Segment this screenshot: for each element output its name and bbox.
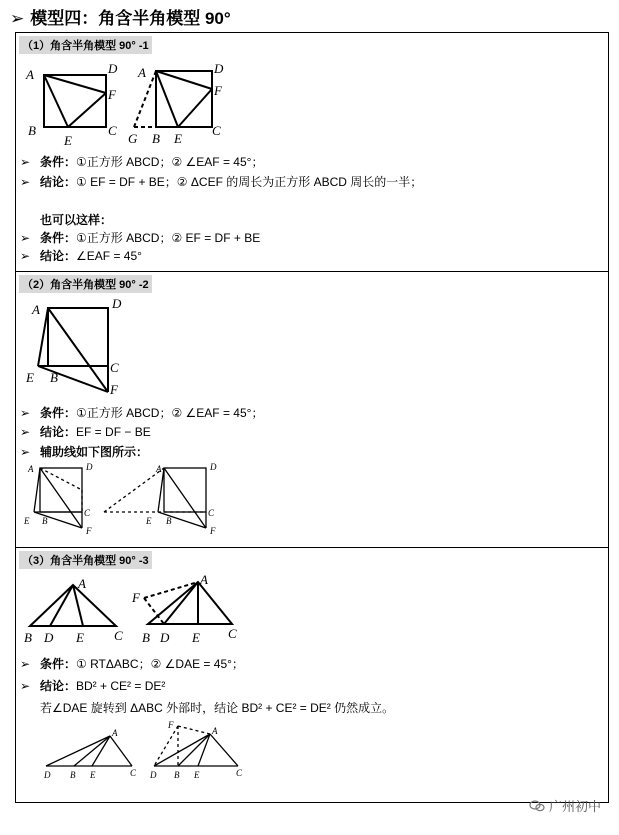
s1f1-label-B: B [28,123,36,138]
bullet-icon: ➢ [20,425,31,439]
s3s2-label-E: E [194,770,200,780]
watermark-text: 广州初中 [548,799,601,814]
s3-cond-text: ① RTΔABC；② ∠DAE = 45°； [76,657,244,671]
s2-label-B: B [50,370,58,385]
section-1-figures [16,33,256,153]
s3s1-label-E: E [90,770,96,780]
s3f2-label-F: F [132,590,140,605]
s1-cond-label: 条件： [40,155,77,169]
s2a2-label-F: F [210,526,216,536]
s1-alt-cond-label: 条件： [40,231,77,245]
s1f1-label-E: E [64,133,72,148]
s1-alt-conclusion [20,247,142,264]
s2a2-label-D: D [210,462,217,472]
s3s1-label-B: B [70,770,76,780]
s1f1-label-D: D [108,61,118,76]
wechat-icon [529,799,549,814]
section-3-header: （3）角含半角模型 90° -3 [19,551,152,569]
s3s2-label-B: B [174,770,180,780]
s2-cond-text: ①正方形 ABCD；② ∠EAF = 45°； [76,406,264,420]
s3s2-label-C: C [236,768,243,778]
s3-conclusion [20,677,165,694]
s2a1-label-B: B [42,516,48,526]
bullet-icon: ➢ [20,155,31,169]
s2a1-label-E: E [24,516,30,526]
s2-label-F: F [110,382,118,397]
section-1 [15,32,609,272]
s3f2-label-B: B [142,630,150,645]
s1f2-label-A: A [138,65,146,80]
s1-concl-label: 结论： [40,175,77,189]
s2-concl-text: EF = DF − BE [76,425,151,439]
s3-concl-label: 结论： [40,679,77,693]
s1f1-label-A: A [26,67,34,82]
s2-concl-label: 结论： [40,425,77,439]
s3f1-label-A: A [78,576,86,591]
s3s2-label-D: D [150,770,157,780]
s3f2-label-C: C [228,626,237,641]
bullet-icon: ➢ [20,175,31,189]
s1-figure-1 [44,75,106,127]
s1f1-label-C: C [108,123,117,138]
s2-cond-label: 条件： [40,406,77,420]
s1f2-label-G: G [128,131,138,146]
s1f2-label-B: B [152,131,160,146]
watermark [529,796,601,815]
s2a2-label-C: C [208,508,215,518]
section-2-aux-figures [16,460,246,542]
s2-aux-label: 辅助线如下图所示： [40,445,149,459]
s2-condition [20,404,263,421]
s2-label-E: E [26,370,34,385]
s3s1-label-D: D [44,770,51,780]
s2a2-label-A: A [156,464,162,474]
section-1-header: （1）角含半角模型 90° -1 [19,36,152,54]
s3s2-label-F: F [168,720,174,730]
s1f2-label-D: D [214,61,224,76]
s3f1-label-D: D [44,630,54,645]
s1f2-label-C: C [212,123,221,138]
page-title [10,4,231,29]
s2-conclusion [20,423,151,440]
s3-cond-label: 条件： [40,657,77,671]
s2a2-label-B: B [166,516,172,526]
s1f1-label-F: F [108,87,116,102]
s1-concl-text: ① EF = DF + BE；② ΔCEF 的周长为正方形 ABCD 周长的一半； [76,175,423,189]
bullet-icon: ➢ [20,445,31,459]
s3f1-label-B: B [24,630,32,645]
s2a1-label-D: D [86,462,93,472]
s1-alt-condition [20,229,260,246]
s1-alt-concl-text: ∠EAF = 45° [76,249,142,263]
s3f1-label-C: C [114,628,123,643]
s2-aux [20,443,148,460]
s1f2-label-F: F [214,83,222,98]
section-2-header: （2）角含半角模型 90° -2 [19,275,152,293]
s3s1-label-A: A [112,728,118,738]
s2-label-A: A [32,302,40,317]
s3f1-label-E: E [76,630,84,645]
s1f2-label-E: E [174,131,182,146]
section-3 [15,547,609,803]
bullet-icon: ➢ [20,679,31,693]
s3-concl-text: BD² + CE² = DE² [76,679,166,693]
bullet-icon: ➢ [20,657,31,671]
s2a2-label-E: E [146,516,152,526]
s3f2-label-D: D [160,630,170,645]
bullet-icon: ➢ [20,406,31,420]
section-3-small-figures [16,720,256,782]
title-text: 模型四：角含半角模型 90° [30,9,231,28]
s2a1-label-A: A [28,464,34,474]
s1-condition [20,153,263,170]
section-2-main-figure [16,272,156,402]
title-arrow-icon: ➢ [10,9,25,28]
bullet-icon: ➢ [20,249,31,263]
s3f2-label-A: A [200,572,208,587]
s3s2-label-A: A [212,726,218,736]
s1-alt-concl-label: 结论： [40,249,77,263]
section-2 [15,271,609,548]
s2-label-C: C [110,360,119,375]
s2-label-D: D [112,296,122,311]
s3s1-label-C: C [130,768,137,778]
s3f2-label-E: E [192,630,200,645]
bullet-icon: ➢ [20,231,31,245]
s3-note: 若∠DAE 旋转到 ΔABC 外部时，结论 BD² + CE² = DE² 仍然成立。 [40,701,395,715]
s2a1-label-C: C [84,508,91,518]
s1-cond-text: ①正方形 ABCD；② ∠EAF = 45°； [76,155,264,169]
s1-alt-cond-text: ①正方形 ABCD；② EF = DF + BE [76,231,261,245]
section-3-figures [16,548,256,650]
s3-condition [20,655,244,672]
s2a1-label-F: F [86,526,92,536]
s1-conclusion [20,173,422,190]
s1-alt-label: 也可以这样： [40,213,113,227]
